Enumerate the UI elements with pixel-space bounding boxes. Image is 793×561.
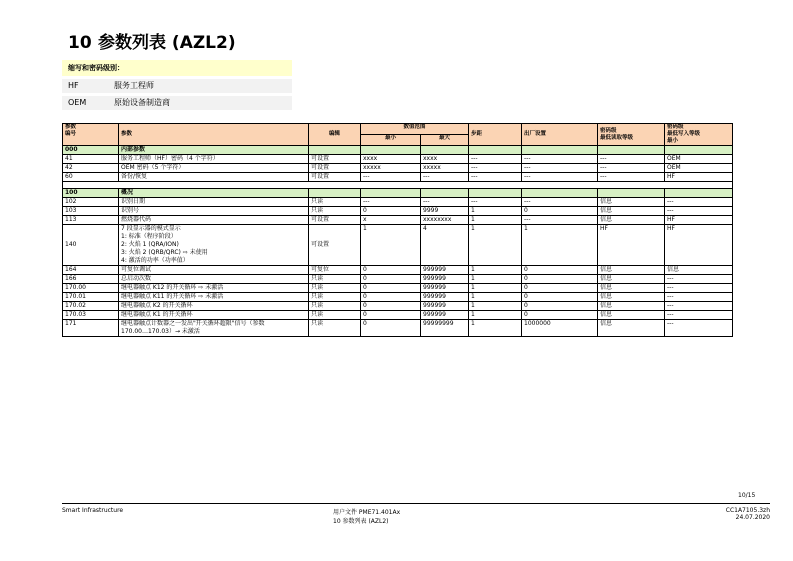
abbreviation-value: 原始设备制造商 — [114, 98, 170, 107]
table-row: 170.00 继电器触点 K12 的开关循环 ⇨ 未激活 只读 0 999999 1 0 信息 --- — [63, 284, 733, 293]
header-step: 步距 — [469, 124, 522, 146]
footer-company: Smart Infrastructure — [62, 507, 124, 514]
header-edit: 编辑 — [309, 124, 361, 146]
group-name: 概况 — [119, 189, 309, 198]
display-mode-description: 7 段显示器的模式显示 1: 标准（程序阶段） 2: 火焰 1 (QRA/ION) 3: 火焰 2 (QRB/QRC) ⇨ 未使用 4: 激活的功率（功率值） — [119, 225, 309, 266]
group-row — [63, 189, 733, 198]
header-param: 参数 — [119, 124, 309, 146]
table-row: 60 备份/恢复 可设置 --- --- --- --- --- HF — [63, 173, 733, 182]
abbreviation-key: OEM — [68, 98, 87, 107]
table-row: 170.03 继电器触点 K1 的开关循环 只读 0 999999 1 0 信息 --- — [63, 311, 733, 320]
table-row: 170.02 继电器触点 K2 的开关循环 只读 0 999999 1 0 信息 --- — [63, 302, 733, 311]
chapter-number: 10 — [68, 33, 92, 53]
table-row: 171 继电器触点计数器之一发出"开关循环超限"信号（参数 170.00…170.03）→ 未激活 只读 0 99999999 1 1000000 信息 --- — [63, 320, 733, 337]
table-row: 103 识别号 只读 0 9999 1 0 信息 --- — [63, 207, 733, 216]
footer-document: 用户文件 PME71.401Ax 10 参数列表 (AZL2) — [333, 509, 401, 525]
switch-cycle-description: 继电器触点计数器之一发出"开关循环超限"信号（参数 170.00…170.03）→ 未激活 — [119, 320, 309, 337]
abbreviation-box — [62, 60, 292, 110]
table-row: 102 识别日期 只读 --- --- --- --- 信息 --- — [63, 198, 733, 207]
group-row — [63, 146, 733, 155]
abbreviation-row — [62, 96, 292, 110]
header-min: 最小 — [361, 135, 421, 146]
header-factory: 出厂设置 — [522, 124, 598, 146]
spacer-row — [63, 182, 733, 189]
parameter-table — [62, 123, 733, 337]
table-row: 42 OEM 密码（5 个字符） 可设置 xxxxx xxxxx --- --- --- OEM — [63, 164, 733, 173]
chapter-title: 参数列表 (AZL2) — [98, 33, 236, 53]
table-row: 166 总启动次数 只读 0 999999 1 0 信息 --- — [63, 275, 733, 284]
page-title — [68, 28, 236, 53]
footer-reference: CC1A7105.3zh 24.07.2020 — [725, 507, 770, 521]
group-no: 100 — [63, 189, 119, 198]
footer-divider — [62, 503, 770, 504]
page-number: 10/15 — [738, 492, 756, 499]
header-pw-write: 密码级 最低写入等级 最小 — [665, 124, 733, 146]
abbreviation-row — [62, 79, 292, 93]
table-row: 140 7 段显示器的模式显示 1: 标准（程序阶段） 2: 火焰 1 (QRA/ION) 3: 火焰 2 (QRB/QRC) ⇨ 未使用 4: 激活的功率（功率值） 可设置 1 4 1 1 HF HF — [63, 225, 733, 266]
group-name: 内部参数 — [119, 146, 309, 155]
header-range: 数值范围 — [361, 124, 469, 135]
abbreviation-key: HF — [68, 81, 79, 90]
table-row: 164 可复位调试 可复位 0 999999 1 0 信息 信息 — [63, 266, 733, 275]
table-row: 170.01 继电器触点 K11 的开关循环 ⇨ 未激活 只读 0 999999 1 0 信息 --- — [63, 293, 733, 302]
abbreviation-value: 服务工程师 — [114, 81, 154, 90]
table-row: 113 燃烧器代码 可设置 x xxxxxxxx 1 --- 信息 HF — [63, 216, 733, 225]
header-pw-read: 密码级 最低读取等级 — [598, 124, 665, 146]
header-max: 最大 — [421, 135, 469, 146]
header-param-no: 参数 编号 — [63, 124, 119, 146]
group-no: 000 — [63, 146, 119, 155]
abbreviation-header: 缩写和密码级别： — [62, 60, 292, 76]
table-row: 41 服务工程师（HF）密码（4 个字符） 可设置 xxxx xxxx --- --- --- OEM — [63, 155, 733, 164]
